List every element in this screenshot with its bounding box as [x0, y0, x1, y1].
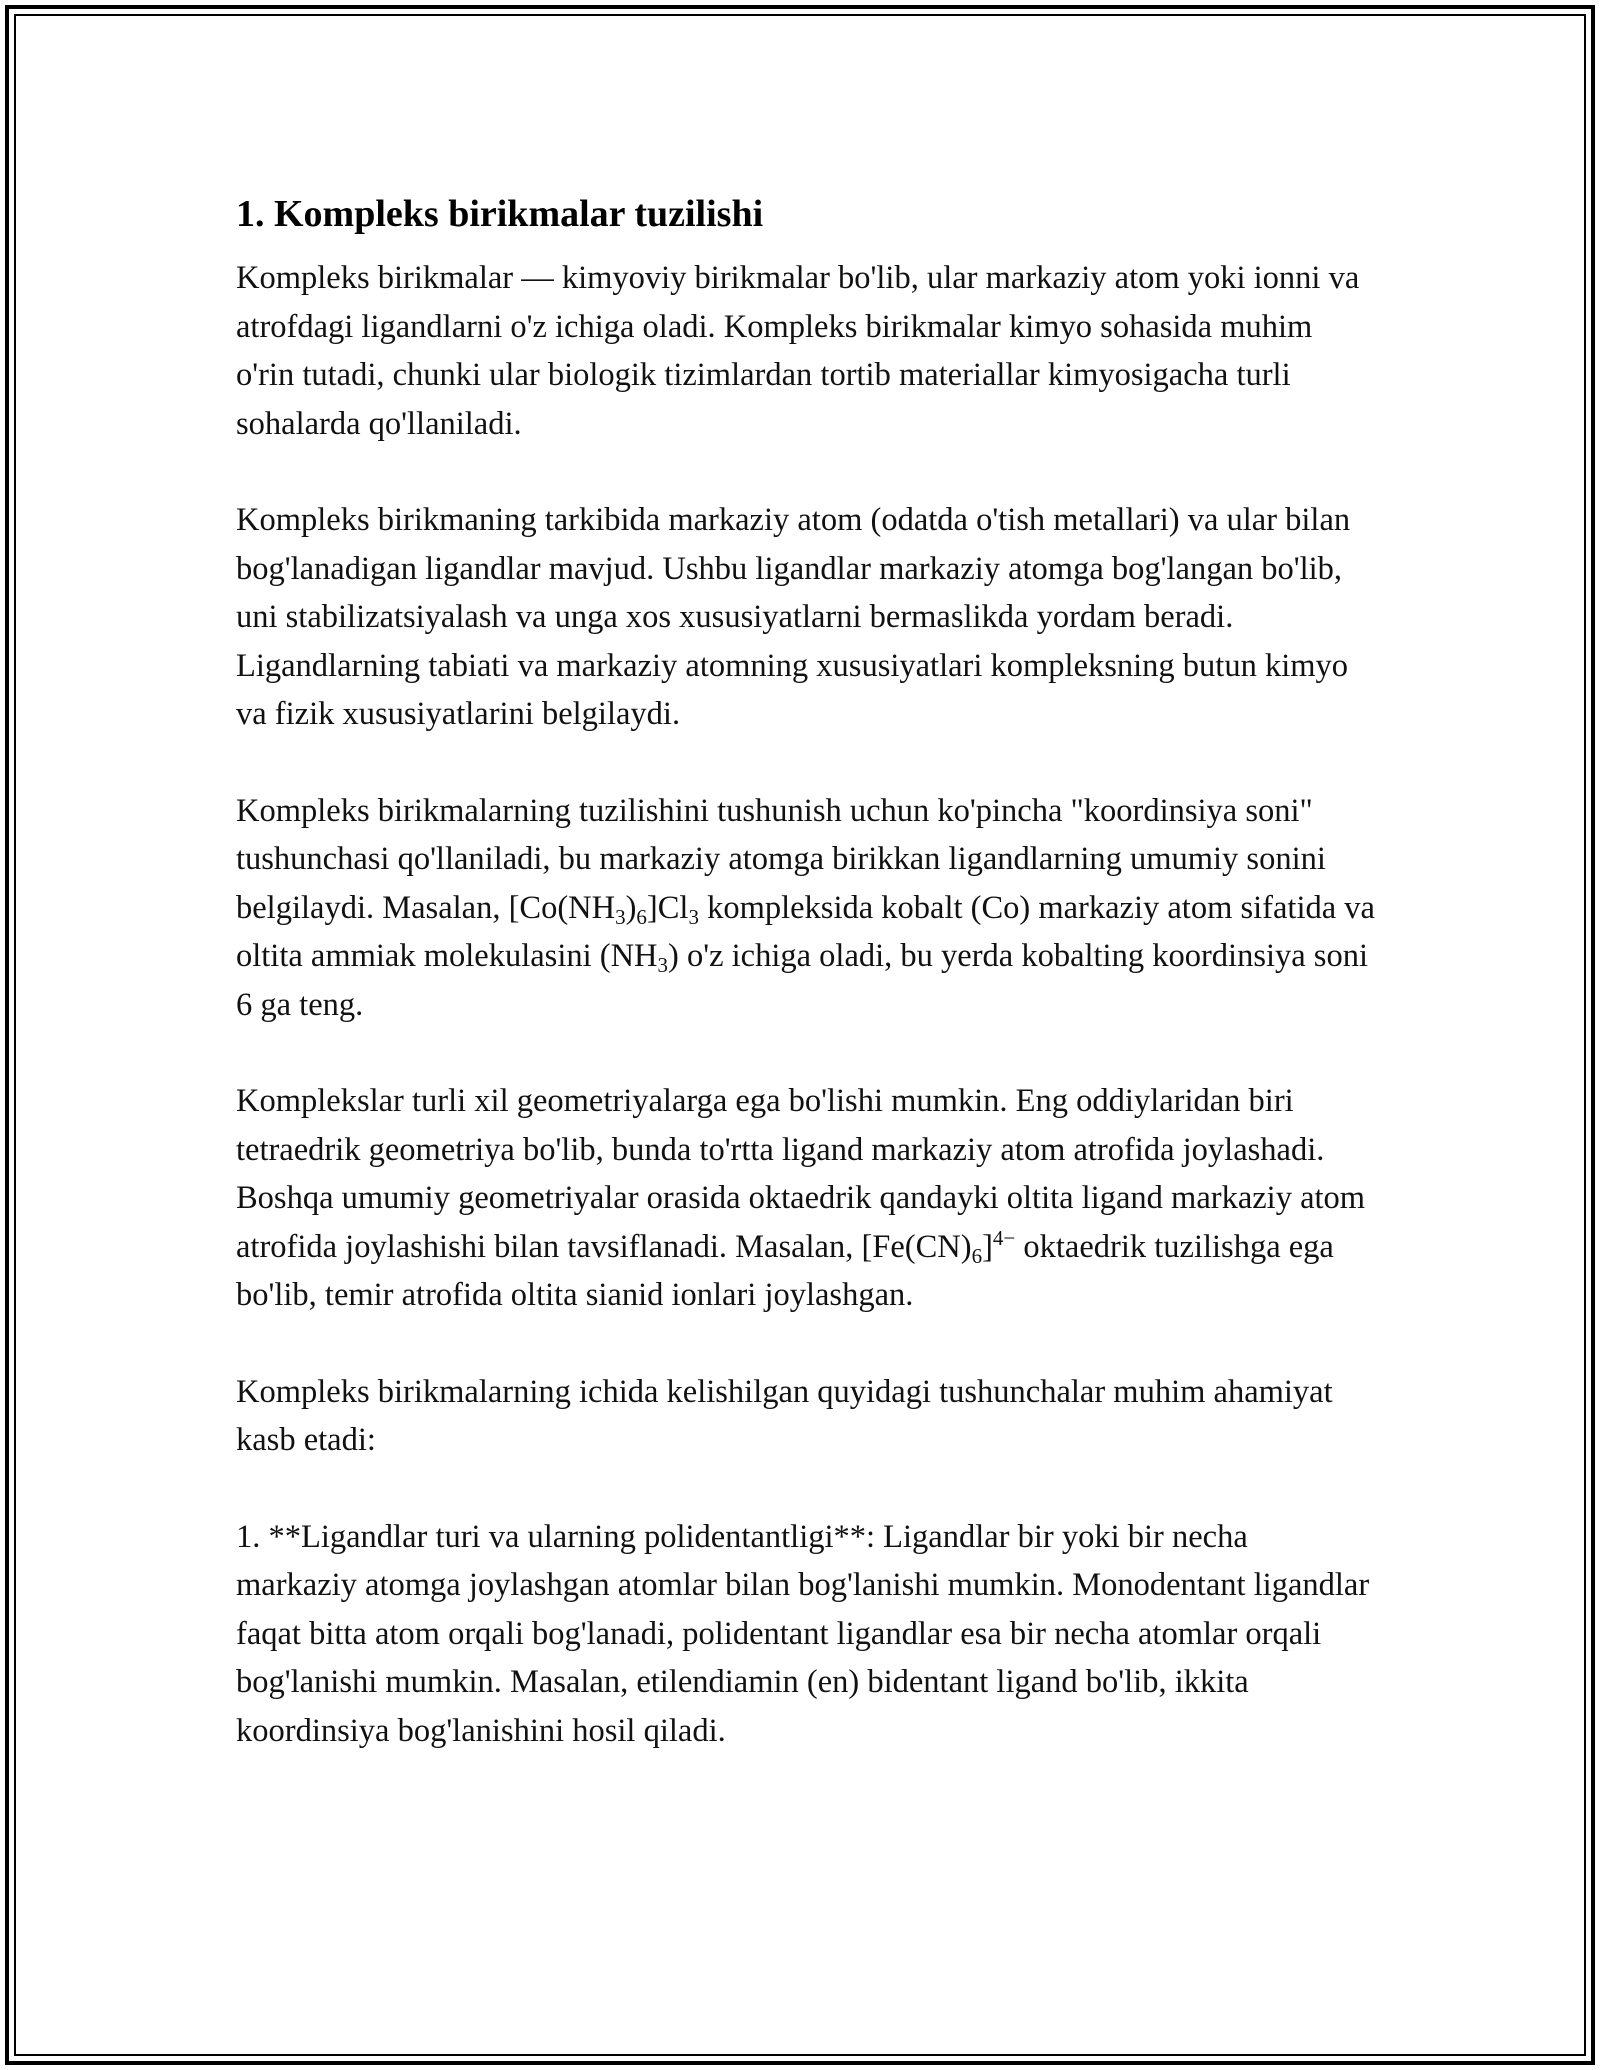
subscript: 3 [615, 904, 626, 929]
subscript: 3 [688, 904, 699, 929]
subscript: 3 [657, 953, 669, 977]
paragraph-list-item-1: 1. **Ligandlar turi va ularning polidentantligi**: Ligandlar bir yoki bir necha markaziy atomga joylashgan atomlar bilan bog'lanishi mumkin. Monodentant ligandlar faqat bitta atom orqali bog'lanadi, polidentant ligandlar esa bir necha atomlar orqali bog'lanishi mumkin. Masalan, etilendiamin (en) bidentant ligand bo'lib, ikkita koordinsiya bog'lanishini hosil qiladi. [236, 1518, 1370, 1749]
section-heading: 1. Kompleks birikmalar tuzilishi [236, 193, 764, 235]
text-run: Kompleks birikmalarning tuzilishini tushunish uchun ko'pincha "koordinsiya soni" tushunchasi qo'llaniladi, bu markaziy atomga birikkan ligandlarning umumiy sonini belgilaydi. Masalan, [Co(NH [236, 792, 1326, 926]
superscript: 4− [992, 1225, 1016, 1250]
text-run: ) o'z ichiga oladi, bu yerda kobalting koordinsiya soni 6 ga teng. [236, 938, 1368, 1023]
text-run: ] [982, 1228, 993, 1265]
text-run: kompleksida kobalt (Co) markaziy atom sifatida va oltita ammiak molekulasini (NH [236, 889, 1375, 974]
text-run: ) [625, 889, 637, 926]
paragraph-geometry [236, 1077, 1376, 1320]
paragraph-composition: Kompleks birikmaning tarkibida markaziy atom (odatda o'tish metallari) va ular bilan bog'lanadigan ligandlar mavjud. Ushbu ligandlar markaziy atomga bog'langan bo'lib, uni stabilizatsiyalash va unga xos xususiyatlarni bermaslikda yordam beradi. Ligandlarning tabiati va markaziy atomning xususiyatlari kompleksning butun kimyo va fizik xususiyatlarini belgilaydi. [236, 502, 1351, 732]
paragraph-concepts-intro: Kompleks birikmalarning ichida kelishilgan quyidagi tushunchalar muhim ahamiyat kasb etadi: [236, 1373, 1333, 1458]
text-run: oktaedrik tuzilishga ega bo'lib, temir atrofida oltita sianid ionlari joylashgan. [236, 1228, 1334, 1313]
paragraph-intro: Kompleks birikmalar — kimyoviy birikmalar bo'lib, ular markaziy atom yoki ionni va atrofdagi ligandlarni o'z ichiga oladi. Kompleks birikmalar kimyo sohasida muhim o'rin tutadi, chunki ular biologik tizimlardan tortib materiallar kimyosigacha turli sohalarda qo'llaniladi. [236, 260, 1360, 442]
subscript: 6 [971, 1243, 983, 1268]
subscript: 6 [636, 904, 647, 929]
paragraph-coordination-number [236, 787, 1376, 1030]
text-run: Komplekslar turli xil geometriyalarga ega bo'lishi mumkin. Eng oddiylaridan biri tetraedrik geometriya bo'lib, bunda to'rtta ligand markaziy atom atrofida joylashadi. Boshqa umumiy geometriyalar orasida oktaedrik qandayki oltita ligand markaziy atom atrofida joylashishi bilan tavsiflanadi. Masalan, [Fe(CN) [236, 1083, 1366, 1265]
text-run: ]Cl [646, 889, 689, 926]
document-body [236, 188, 1376, 1803]
